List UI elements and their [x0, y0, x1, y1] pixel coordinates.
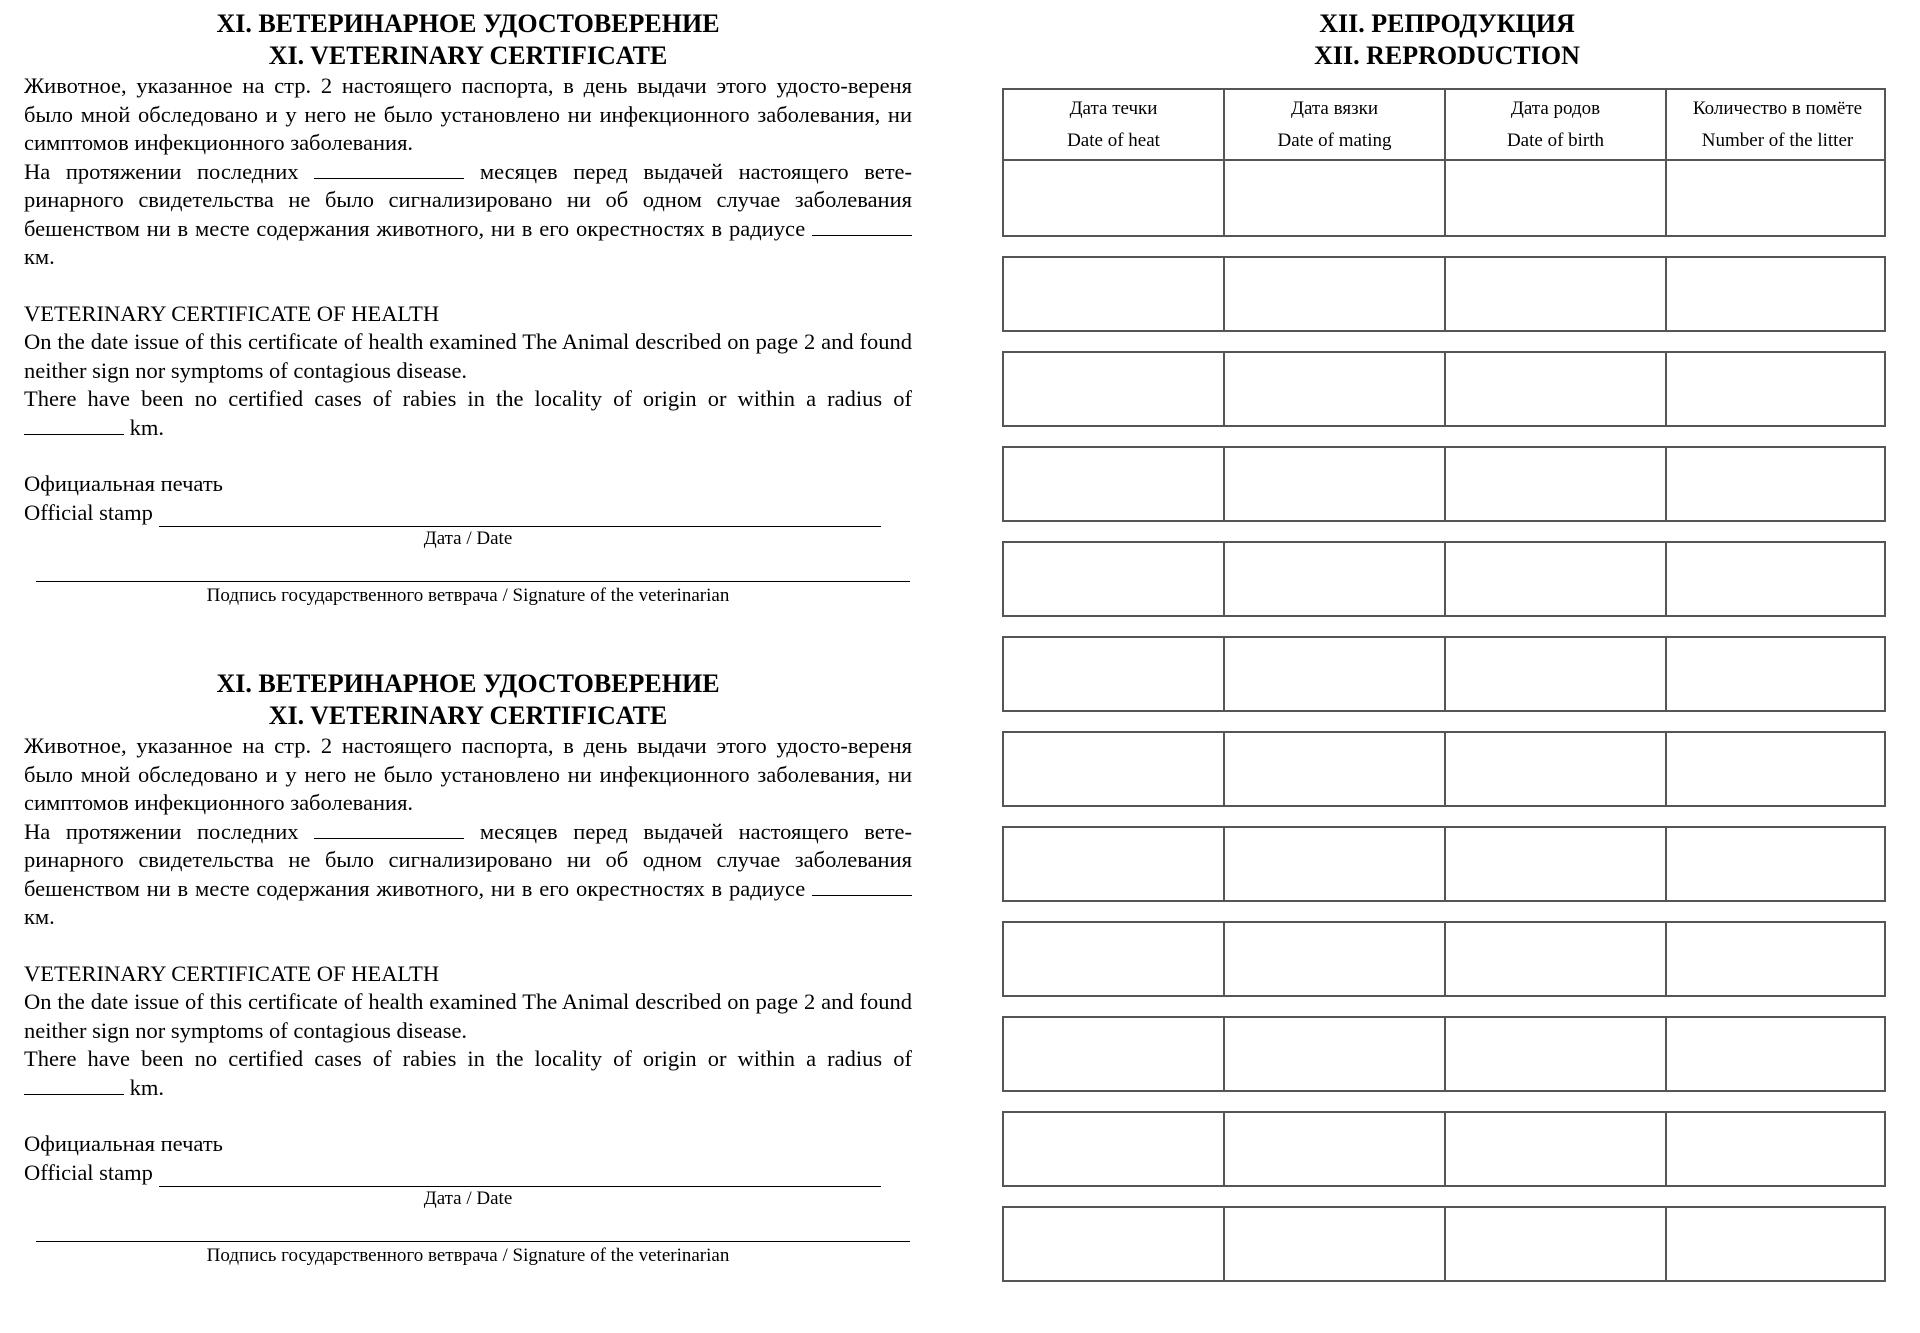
cell-date-of-birth[interactable] — [1446, 733, 1667, 805]
stamp-date-field[interactable] — [159, 1164, 881, 1187]
reproduction-header — [1002, 8, 1892, 72]
radius-km-blank-en[interactable] — [24, 1074, 124, 1095]
table-row — [1002, 636, 1886, 712]
cell-date-of-heat[interactable] — [1004, 923, 1225, 995]
cell-date-of-mating[interactable] — [1225, 161, 1446, 235]
ru-statement-2-part-a: На протяжении последних — [24, 818, 299, 844]
cell-number-of-litter[interactable] — [1667, 1113, 1888, 1185]
cell-date-of-mating[interactable] — [1225, 828, 1446, 900]
stamp-block — [24, 1130, 912, 1187]
certificate-title-ru: XI. ВЕТЕРИНАРНОЕ УДОСТОВЕРЕНИЕ — [216, 669, 720, 698]
stamp-block — [24, 470, 912, 527]
signature-caption: Подпись государственного ветврача / Signature of the veterinarian — [206, 1245, 730, 1266]
ru-km-unit: км. — [24, 904, 55, 929]
en-km-unit: km. — [129, 1074, 165, 1100]
header-label-en: Date of mating — [1277, 129, 1392, 151]
signature-caption: Подпись государственного ветврача / Signature of the veterinarian — [206, 585, 730, 606]
cell-date-of-birth[interactable] — [1446, 828, 1667, 900]
certificate-title-en: XI. VETERINARY CERTIFICATE — [268, 41, 668, 70]
header-label-ru: Количество в помёте — [1692, 97, 1863, 119]
right-page — [1002, 8, 1892, 1282]
table-row — [1002, 446, 1886, 522]
header-label-ru: Дата течки — [1069, 97, 1158, 119]
radius-km-blank-ru[interactable] — [812, 215, 912, 236]
cell-date-of-birth[interactable] — [1446, 923, 1667, 995]
cell-number-of-litter[interactable] — [1667, 1208, 1888, 1280]
header-number-of-litter — [1667, 90, 1888, 159]
header-date-of-mating — [1225, 90, 1446, 159]
header-date-of-birth — [1446, 90, 1667, 159]
en-heading: VETERINARY CERTIFICATE OF HEALTH — [24, 300, 440, 326]
cell-date-of-heat[interactable] — [1004, 1208, 1225, 1280]
cell-date-of-mating[interactable] — [1225, 258, 1446, 330]
signature-field[interactable] — [36, 1229, 910, 1242]
cell-date-of-mating[interactable] — [1225, 1113, 1446, 1185]
cell-date-of-heat[interactable] — [1004, 353, 1225, 425]
cell-date-of-birth[interactable] — [1446, 353, 1667, 425]
en-statement-2 — [24, 1045, 912, 1102]
table-row — [1002, 1111, 1886, 1187]
certificate-title-en: XI. VETERINARY CERTIFICATE — [268, 701, 668, 730]
date-caption: Дата / Date — [423, 1188, 513, 1209]
en-statement-2-part-a: There have been no certified cases of rabies in the locality of origin or within a radius of — [24, 386, 912, 411]
reproduction-title-en: XII. REPRODUCTION — [1314, 41, 1580, 70]
cell-date-of-heat[interactable] — [1004, 1113, 1225, 1185]
ru-statement-2-part-b: месяцев перед выдачей настоящего вете-ринарного свидетельства не было сигнализировано ни об одном случае заболевания бешенством ни в месте содержания животного, ни в его окрестностях в радиусе — [24, 158, 913, 241]
cell-date-of-mating[interactable] — [1225, 543, 1446, 615]
cell-date-of-birth[interactable] — [1446, 543, 1667, 615]
stamp-label-en: Official stamp — [24, 1159, 153, 1185]
cell-number-of-litter[interactable] — [1667, 353, 1888, 425]
cell-date-of-heat[interactable] — [1004, 543, 1225, 615]
veterinary-certificate-1 — [24, 8, 912, 668]
table-row — [1002, 1016, 1886, 1092]
ru-statement-2 — [24, 158, 912, 272]
en-statement-1: On the date issue of this certificate of health examined The Animal described on page 2 and found neither sign nor symptoms of contagious disease. — [24, 989, 912, 1043]
reproduction-title-ru: XII. РЕПРОДУКЦИЯ — [1319, 9, 1575, 38]
en-statement-2-part-a: There have been no certified cases of rabies in the locality of origin or within a radius of — [24, 1046, 912, 1071]
signature-field[interactable] — [36, 569, 910, 582]
stamp-label-ru: Официальная печать — [24, 1131, 223, 1156]
stamp-label-en: Official stamp — [24, 499, 153, 525]
left-page — [24, 8, 912, 1328]
table-rows — [1002, 256, 1886, 1282]
cell-number-of-litter[interactable] — [1667, 1018, 1888, 1090]
cell-date-of-heat[interactable] — [1004, 828, 1225, 900]
table-row — [1002, 826, 1886, 902]
cell-date-of-birth[interactable] — [1446, 258, 1667, 330]
cell-date-of-mating[interactable] — [1225, 448, 1446, 520]
header-date-of-heat — [1004, 90, 1225, 159]
ru-statement-2 — [24, 818, 912, 932]
radius-km-blank-ru[interactable] — [812, 875, 912, 896]
ru-statement-2-part-b: месяцев перед выдачей настоящего вете-ринарного свидетельства не было сигнализировано ни об одном случае заболевания бешенством ни в месте содержания животного, ни в его окрестностях в радиусе — [24, 818, 913, 901]
certificate-title-ru: XI. ВЕТЕРИНАРНОЕ УДОСТОВЕРЕНИЕ — [216, 9, 720, 38]
ru-statement-1: Животное, указанное на стр. 2 настоящего паспорта, в день выдачи этого удосто-вереня было мной обследовано и у него не было установлено ни инфекционного заболевания, ни симптомов инфекционного заболевания. — [24, 733, 912, 815]
cell-date-of-heat[interactable] — [1004, 161, 1225, 235]
cell-date-of-mating[interactable] — [1225, 923, 1446, 995]
stamp-label-ru: Официальная печать — [24, 471, 223, 496]
en-km-unit: km. — [129, 414, 165, 440]
header-label-en: Number of the litter — [1701, 129, 1854, 151]
cell-date-of-mating[interactable] — [1225, 1208, 1446, 1280]
cell-date-of-mating[interactable] — [1225, 353, 1446, 425]
cell-date-of-mating[interactable] — [1225, 733, 1446, 805]
cell-number-of-litter[interactable] — [1667, 543, 1888, 615]
table-row — [1002, 1206, 1886, 1282]
cell-number-of-litter[interactable] — [1667, 258, 1888, 330]
cell-date-of-birth[interactable] — [1446, 1208, 1667, 1280]
cell-number-of-litter[interactable] — [1667, 923, 1888, 995]
cell-date-of-heat[interactable] — [1004, 638, 1225, 710]
months-blank[interactable] — [314, 818, 464, 839]
cell-date-of-birth[interactable] — [1446, 1018, 1667, 1090]
ru-km-unit: км. — [24, 244, 55, 269]
stamp-date-field[interactable] — [159, 504, 881, 527]
cell-date-of-heat[interactable] — [1004, 1018, 1225, 1090]
cell-date-of-birth[interactable] — [1446, 638, 1667, 710]
table-row — [1002, 731, 1886, 807]
table-row — [1002, 351, 1886, 427]
en-statement-1: On the date issue of this certificate of health examined The Animal described on page 2 and found neither sign nor symptoms of contagious disease. — [24, 329, 912, 383]
header-label-ru: Дата вязки — [1291, 97, 1378, 119]
en-heading: VETERINARY CERTIFICATE OF HEALTH — [24, 960, 440, 986]
cell-date-of-heat[interactable] — [1004, 733, 1225, 805]
cell-number-of-litter[interactable] — [1667, 638, 1888, 710]
reproduction-table — [1002, 88, 1886, 1282]
cell-date-of-mating[interactable] — [1225, 638, 1446, 710]
cell-number-of-litter[interactable] — [1667, 448, 1888, 520]
ru-statement-1: Животное, указанное на стр. 2 настоящего паспорта, в день выдачи этого удосто-вереня было мной обследовано и у него не было установлено ни инфекционного заболевания, ни симптомов инфекционного заболевания. — [24, 73, 912, 155]
table-row — [1002, 921, 1886, 997]
header-label-en: Date of birth — [1506, 129, 1605, 151]
table-row — [1002, 541, 1886, 617]
cell-date-of-heat[interactable] — [1004, 448, 1225, 520]
cell-number-of-litter[interactable] — [1667, 733, 1888, 805]
veterinary-certificate-2 — [24, 668, 912, 1328]
stamp-line — [24, 499, 912, 528]
cell-number-of-litter[interactable] — [1667, 828, 1888, 900]
cell-date-of-birth[interactable] — [1446, 161, 1667, 235]
table-row — [1002, 256, 1886, 332]
radius-km-blank-en[interactable] — [24, 414, 124, 435]
ru-statement-2-part-a: На протяжении последних — [24, 158, 299, 184]
cell-date-of-heat[interactable] — [1004, 258, 1225, 330]
header-label-ru: Дата родов — [1510, 97, 1601, 119]
en-statement-2 — [24, 385, 912, 442]
stamp-line — [24, 1159, 912, 1188]
table-row — [1002, 161, 1886, 237]
cell-number-of-litter[interactable] — [1667, 161, 1888, 235]
table-header-row — [1002, 88, 1886, 161]
cell-date-of-birth[interactable] — [1446, 448, 1667, 520]
cell-date-of-birth[interactable] — [1446, 1113, 1667, 1185]
months-blank[interactable] — [314, 158, 464, 179]
date-caption: Дата / Date — [423, 528, 513, 549]
header-label-en: Date of heat — [1067, 129, 1160, 151]
cell-date-of-mating[interactable] — [1225, 1018, 1446, 1090]
